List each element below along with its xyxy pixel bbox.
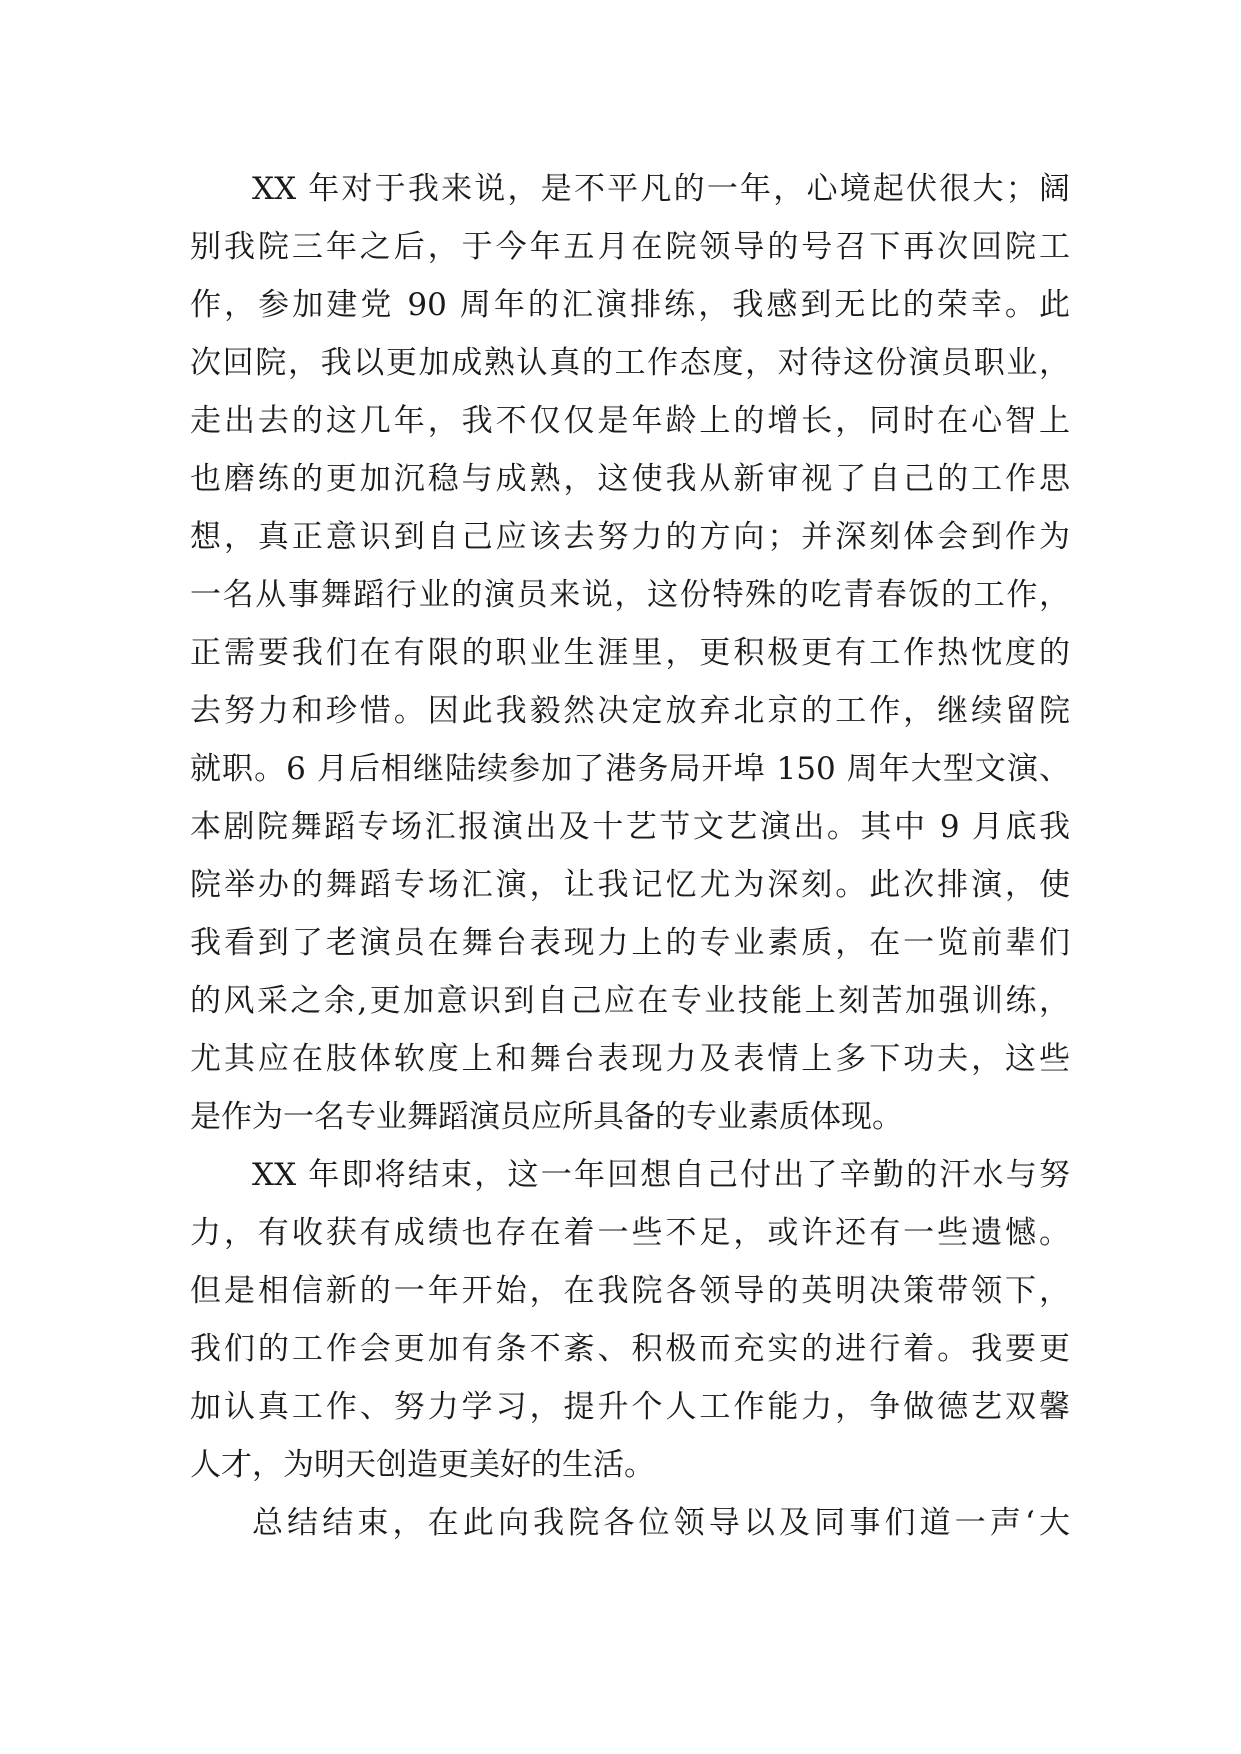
text-line: 但是相信新的一年开始，在我院各领导的英明决策带领下， [190, 1273, 1070, 1309]
text-line: 去努力和珍惜。因此我毅然决定放弃北京的工作，继续留院 [190, 693, 1070, 729]
text-line: 次回院，我以更加成熟认真的工作态度，对待这份演员职业， [190, 345, 1070, 381]
text-line: XX 年即将结束，这一年回想自己付出了辛勤的汗水与努 [252, 1157, 1070, 1193]
text-line: 作，参加建党 90 周年的汇演排练，我感到无比的荣幸。此 [190, 287, 1070, 323]
text-line: 也磨练的更加沉稳与成熟，这使我从新审视了自己的工作思 [190, 461, 1070, 497]
text-line: 力，有收获有成绩也存在着一些不足，或许还有一些遗憾。 [190, 1215, 1070, 1251]
text-line: 加认真工作、努力学习，提升个人工作能力，争做德艺双馨 [190, 1389, 1070, 1425]
text-line: 一名从事舞蹈行业的演员来说，这份特殊的吃青春饭的工作， [190, 577, 1070, 613]
text-line: 我看到了老演员在舞台表现力上的专业素质，在一览前辈们 [190, 925, 1070, 961]
text-line: 就职。6 月后相继陆续参加了港务局开埠 150 周年大型文演、 [190, 751, 1070, 787]
text-line: 我们的工作会更加有条不紊、积极而充实的进行着。我要更 [190, 1331, 1070, 1367]
body-text [190, 160, 1070, 1552]
text-line: 院举办的舞蹈专场汇演，让我记忆尤为深刻。此次排演，使 [190, 867, 1070, 903]
text-line: 别我院三年之后，于今年五月在院领导的号召下再次回院工 [190, 229, 1070, 265]
text-line: 想，真正意识到自己应该去努力的方向；并深刻体会到作为 [190, 519, 1070, 555]
text-line: 尤其应在肢体软度上和舞台表现力及表情上多下功夫，这些 [190, 1041, 1070, 1077]
text-line: 总结结束，在此向我院各位领导以及同事们道一声‘大 [252, 1505, 1070, 1541]
text-line: XX 年对于我来说，是不平凡的一年，心境起伏很大；阔 [252, 171, 1070, 207]
text-line: 是作为一名专业舞蹈演员应所具备的专业素质体现。 [190, 1099, 903, 1135]
text-line: 走出去的这几年，我不仅仅是年龄上的增长，同时在心智上 [190, 403, 1070, 439]
text-line: 人才，为明天创造更美好的生活。 [190, 1447, 655, 1483]
text-line: 正需要我们在有限的职业生涯里，更积极更有工作热忱度的 [190, 635, 1070, 671]
text-line: 的风采之余,更加意识到自己应在专业技能上刻苦加强训练， [190, 983, 1070, 1019]
text-line: 本剧院舞蹈专场汇报演出及十艺节文艺演出。其中 9 月底我 [190, 809, 1070, 845]
